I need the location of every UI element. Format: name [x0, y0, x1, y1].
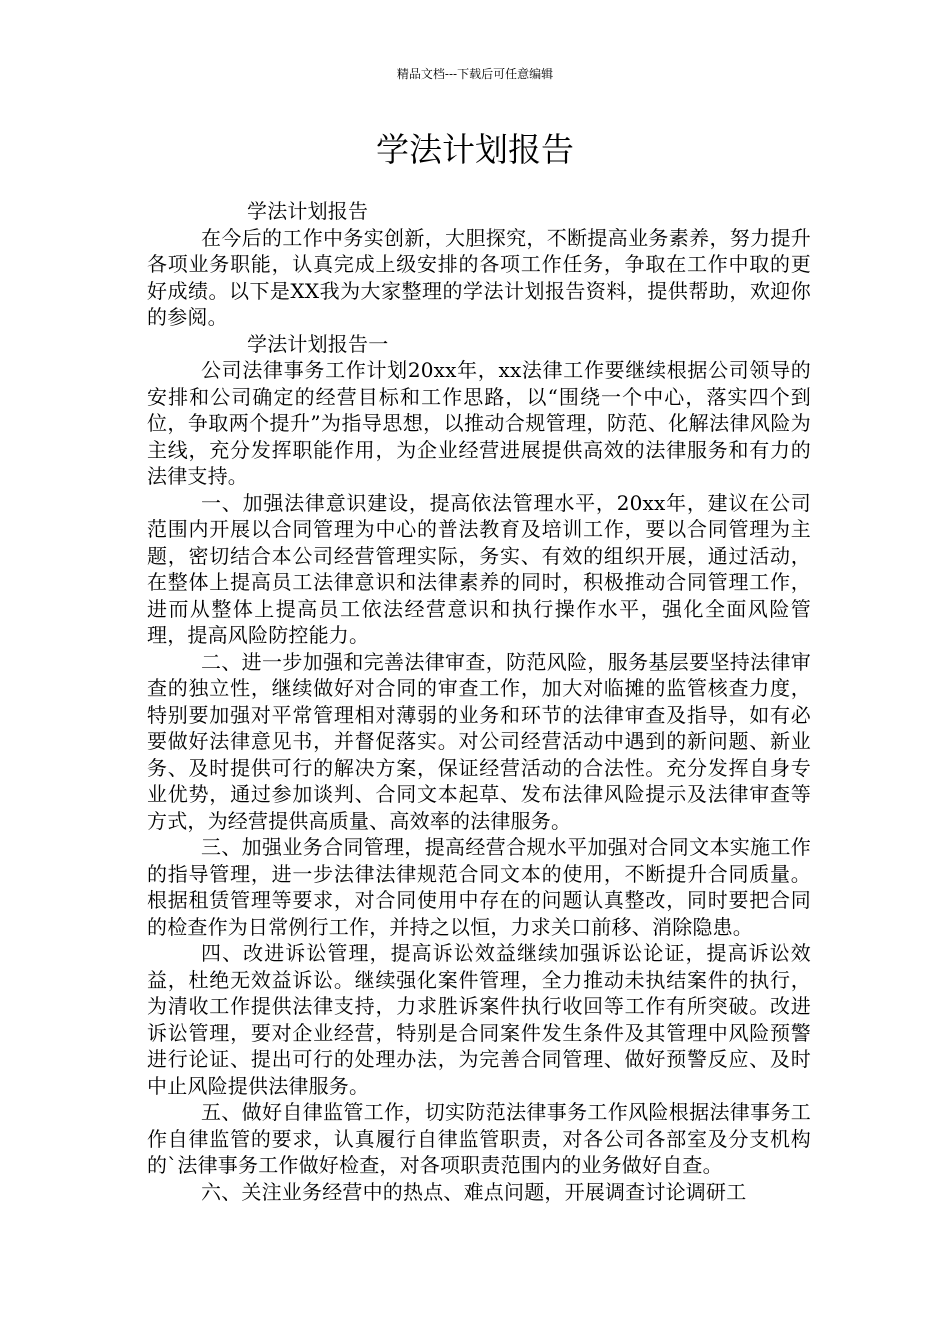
body-paragraph: 四、改进诉讼管理，提高诉讼效益继续加强诉讼论证，提高诉讼效益，杜绝无效益诉讼。继续强化案件管理，全力推动未执结案件的执行，为清收工作提供法律支持，力求胜诉案件执行收回等工作有所突破。改进诉讼管理，要对企业经营，特别是合同案件发生条件及其管理中风险预警进行论证、提出可行的处理办法，为完善合同管理、做好预警反应、及时中止风险提供法律服务。 — [147, 941, 811, 1098]
body-paragraph: 五、做好自律监管工作，切实防范法律事务工作风险根据法律事务工作自律监管的要求，认真履行自律监管职责，对各公司各部室及分支机构的`法律事务工作做好检查，对各项职责范围内的业务做好自查。 — [147, 1100, 811, 1177]
body-paragraph: 六、关注业务经营中的热点、难点问题，开展调查讨论调研工 — [201, 1179, 747, 1204]
body-paragraph: 三、加强业务合同管理，提高经营合规水平加强对合同文本实施工作的指导管理，进一步法律法律规范合同文本的使用，不断提升合同质量。根据租赁管理等要求，对合同使用中存在的问题认真整改，同时要把合同的检查作为日常例行工作，并持之以恒，力求关口前移、消除隐患。 — [147, 835, 811, 939]
document-title: 学法计划报告 — [376, 130, 574, 169]
header-note: 精品文档---下载后可任意编辑 — [396, 67, 554, 81]
intro-paragraph: 在今后的工作中务实创新，大胆探究，不断提高业务素养，努力提升各项业务职能，认真完成上级安排的各项工作任务，争取在工作中取的更好成绩。以下是XX我为大家整理的学法计划报告资料，提供帮助，欢迎你的参阅。 — [147, 225, 811, 329]
section-heading: 学法计划报告一 — [247, 331, 389, 356]
section-heading: 学法计划报告 — [247, 199, 369, 223]
body-paragraph: 二、进一步加强和完善法律审查，防范风险，服务基层要坚持法律审查的独立性，继续做好对合同的审查工作，加大对临摊的监管核查力度，特别要加强对平常管理相对薄弱的业务和环节的法律审查及指导，如有必要做好法律意见书，并督促落实。对公司经营活动中遇到的新问题、新业务、及时提供可行的解决方案，保证经营活动的合法性。充分发挥自身专业优势，通过参加谈判、合同文本起草、发布法律风险提示及法律审查等方式，为经营提供高质量、高效率的法律服务。 — [147, 649, 811, 833]
body-paragraph: 公司法律事务工作计划20xx年，xx法律工作要继续根据公司领导的安排和公司确定的经营目标和工作思路，以“围绕一个中心，落实四个到位，争取两个提升”为指导思想，以推动合规管理，防范、化解法律风险为主线，充分发挥职能作用，为企业经营进展提供高效的法律服务和有力的法律支持。 — [147, 358, 811, 488]
document-body — [147, 198, 811, 1205]
body-paragraph: 一、加强法律意识建设，提高依法管理水平，20xx年，建议在公司范围内开展以合同管理为中心的普法教育及培训工作，要以合同管理为主题，密切结合本公司经营管理实际，务实、有效的组织开展，通过活动，在整体上提高员工法律意识和法律素养的同时，积极推动合同管理工作，进而从整体上提高员工依法经营意识和执行操作水平，强化全面风险管理，提高风险防控能力。 — [147, 490, 811, 647]
